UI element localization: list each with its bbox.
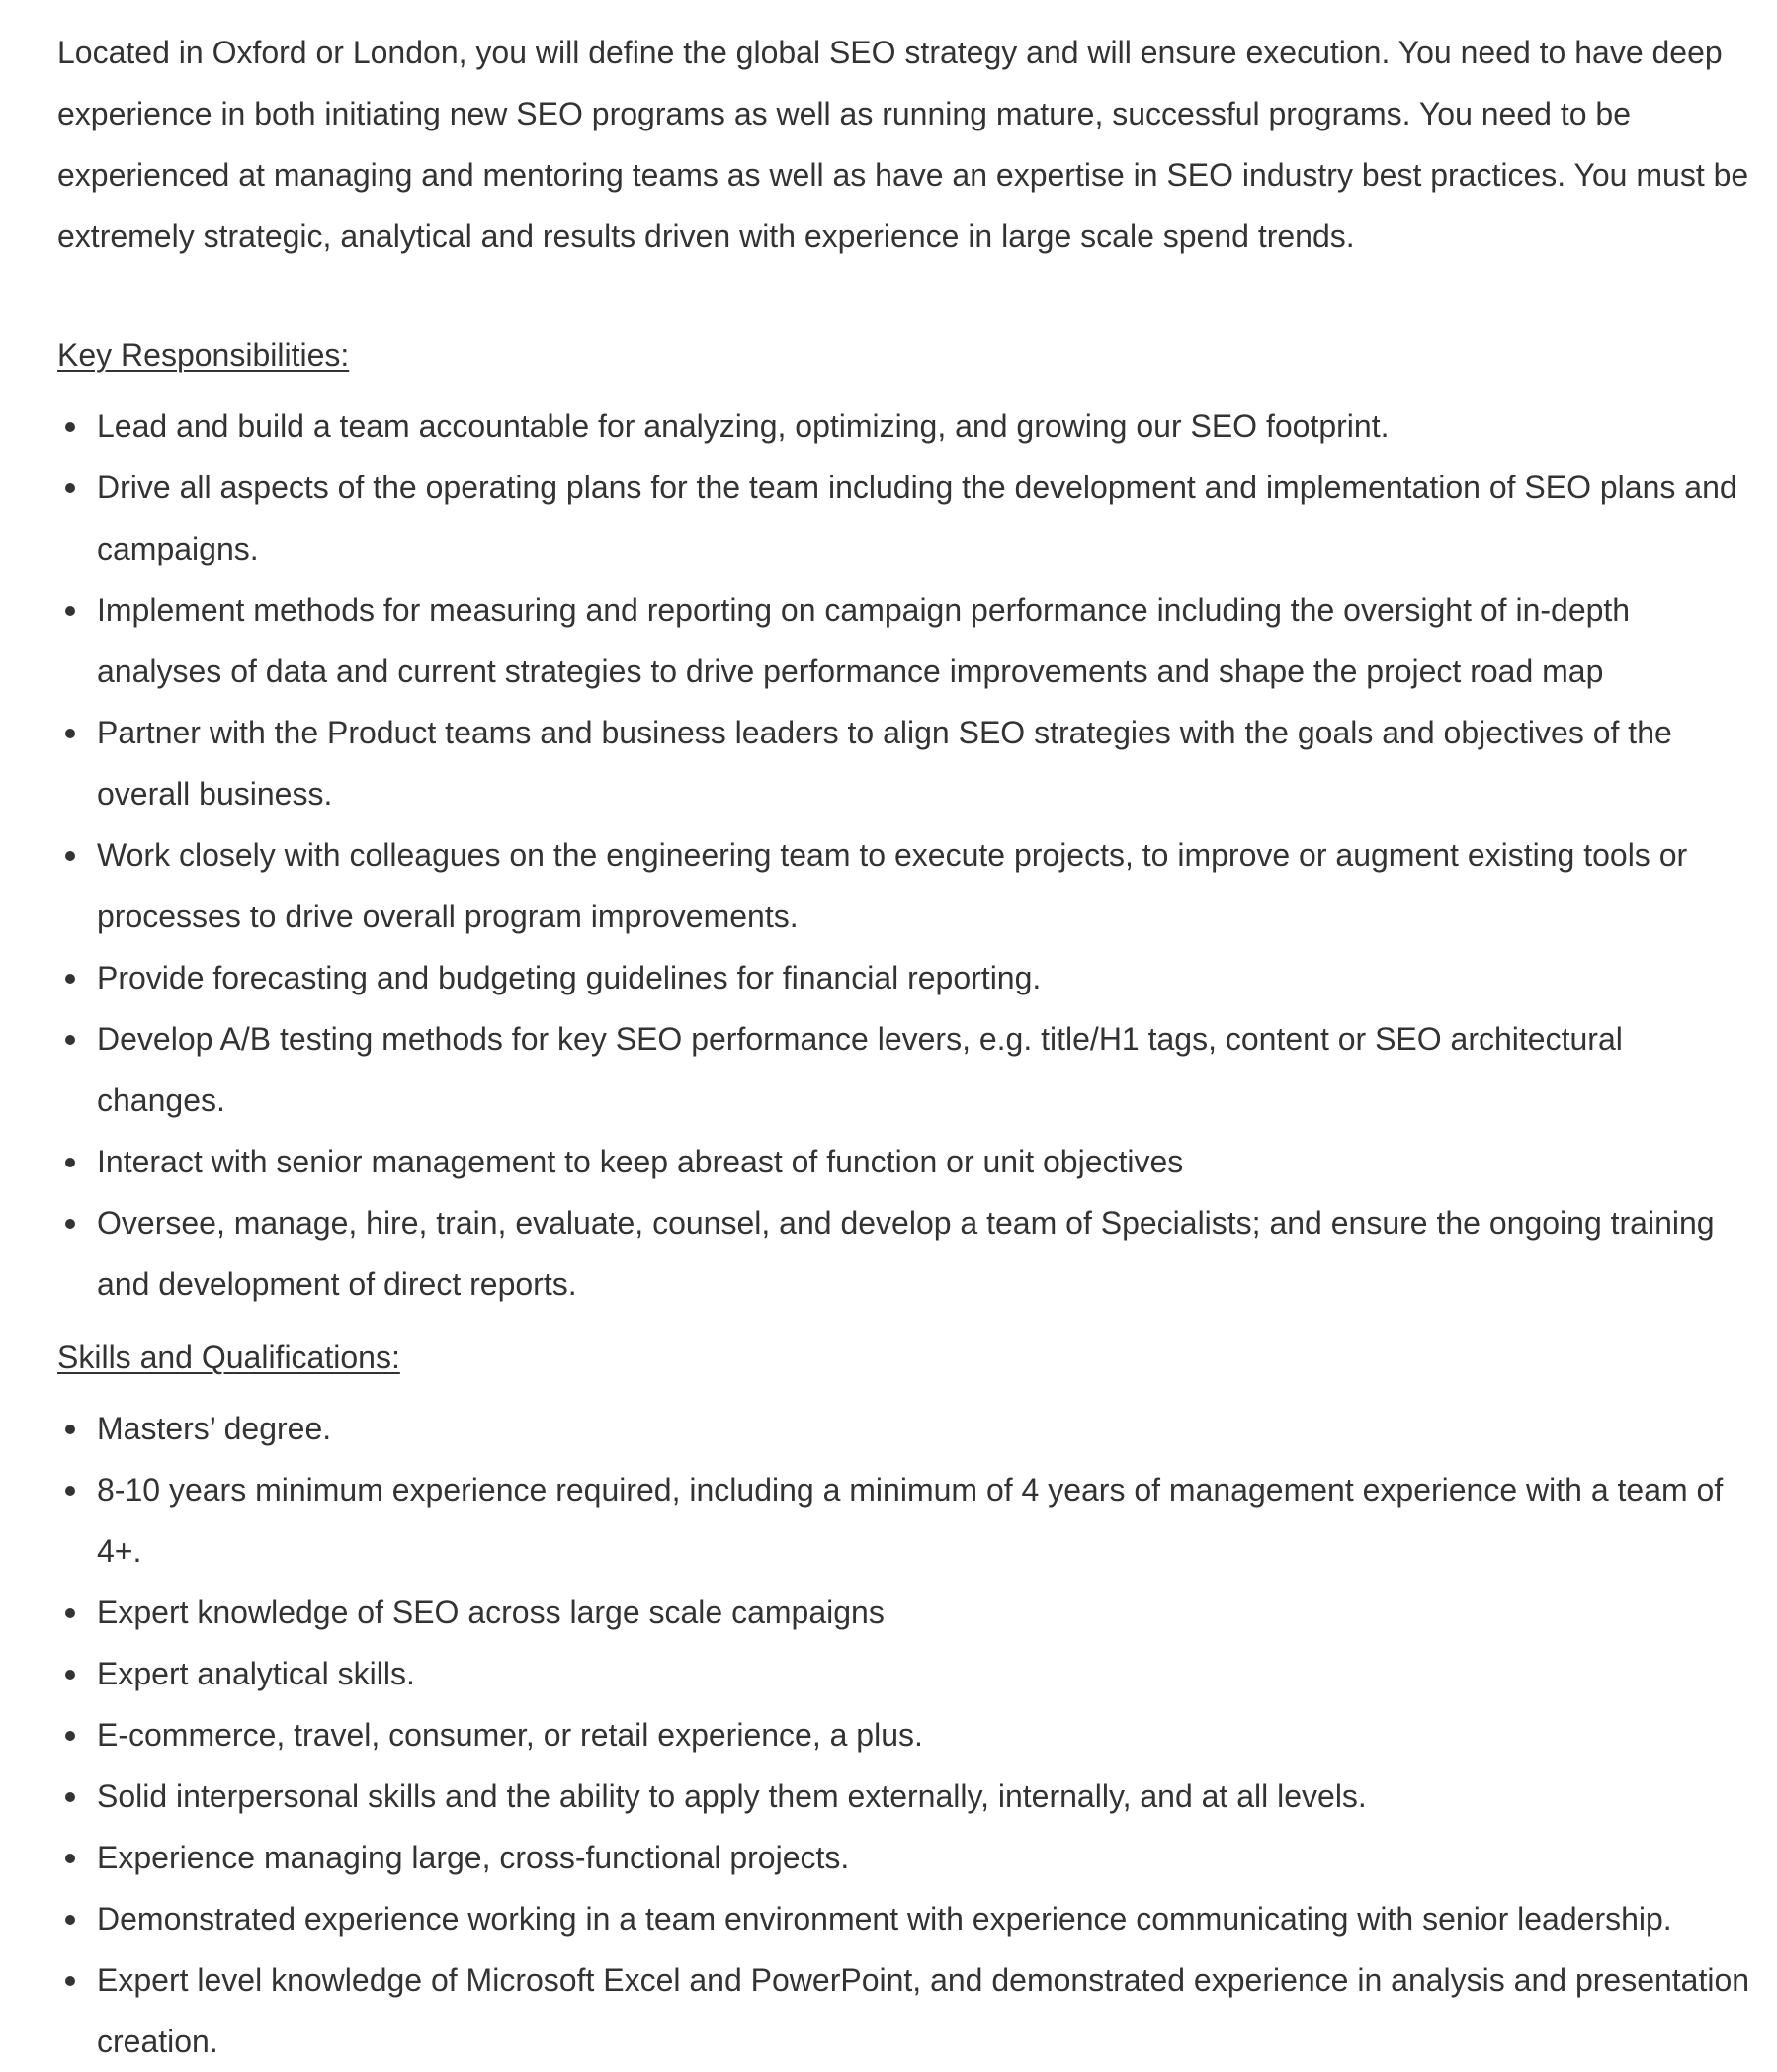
list-item: 8-10 years minimum experience required, including a minimum of 4 years of management experience with a team of 4+. bbox=[57, 1459, 1753, 1582]
intro-paragraph: Located in Oxford or London, you will define the global SEO strategy and will ensure execution. You need to have deep experience in both initiating new SEO programs as well as running mature, successful programs. You need to be experienced at managing and mentoring teams as well as have an expertise in SEO industry best practices. You must be extremely strategic, analytical and results driven with experience in large scale spend trends. bbox=[57, 35, 1749, 254]
list-item: Oversee, manage, hire, train, evaluate, counsel, and develop a team of Specialists; and ensure the ongoing training and development of direct reports. bbox=[57, 1192, 1753, 1315]
list-item: Solid interpersonal skills and the ability to apply them externally, internally, and at all levels. bbox=[57, 1766, 1753, 1827]
list-item: Masters’ degree. bbox=[57, 1398, 1753, 1459]
list-item: Implement methods for measuring and reporting on campaign performance including the oversight of in-depth analyses of data and current strategies to drive performance improvements and shape the project road map bbox=[57, 579, 1753, 702]
responsibilities-list bbox=[57, 395, 1753, 1315]
qualifications-list bbox=[57, 1398, 1753, 2072]
list-item: Lead and build a team accountable for analyzing, optimizing, and growing our SEO footprint. bbox=[57, 395, 1753, 457]
list-item: Interact with senior management to keep abreast of function or unit objectives bbox=[57, 1131, 1753, 1192]
list-item: Develop A/B testing methods for key SEO performance levers, e.g. title/H1 tags, content or SEO architectural changes. bbox=[57, 1008, 1753, 1131]
responsibilities-heading: Key Responsibilities: bbox=[57, 337, 350, 373]
list-item: Provide forecasting and budgeting guidelines for financial reporting. bbox=[57, 947, 1753, 1008]
list-item: Demonstrated experience working in a team environment with experience communicating with senior leadership. bbox=[57, 1888, 1753, 1949]
list-item: Drive all aspects of the operating plans for the team including the development and implementation of SEO plans and campaigns. bbox=[57, 457, 1753, 579]
list-item: Expert knowledge of SEO across large scale campaigns bbox=[57, 1582, 1753, 1643]
list-item: Work closely with colleagues on the engineering team to execute projects, to improve or augment existing tools or processes to drive overall program improvements. bbox=[57, 824, 1753, 947]
qualifications-heading: Skills and Qualifications: bbox=[57, 1339, 400, 1375]
list-item: Experience managing large, cross-functional projects. bbox=[57, 1827, 1753, 1888]
list-item: E-commerce, travel, consumer, or retail experience, a plus. bbox=[57, 1704, 1753, 1766]
list-item: Partner with the Product teams and business leaders to align SEO strategies with the goals and objectives of the overall business. bbox=[57, 702, 1753, 824]
list-item: Expert level knowledge of Microsoft Excel and PowerPoint, and demonstrated experience in analysis and presentation creation. bbox=[57, 1949, 1753, 2072]
list-item: Expert analytical skills. bbox=[57, 1643, 1753, 1704]
